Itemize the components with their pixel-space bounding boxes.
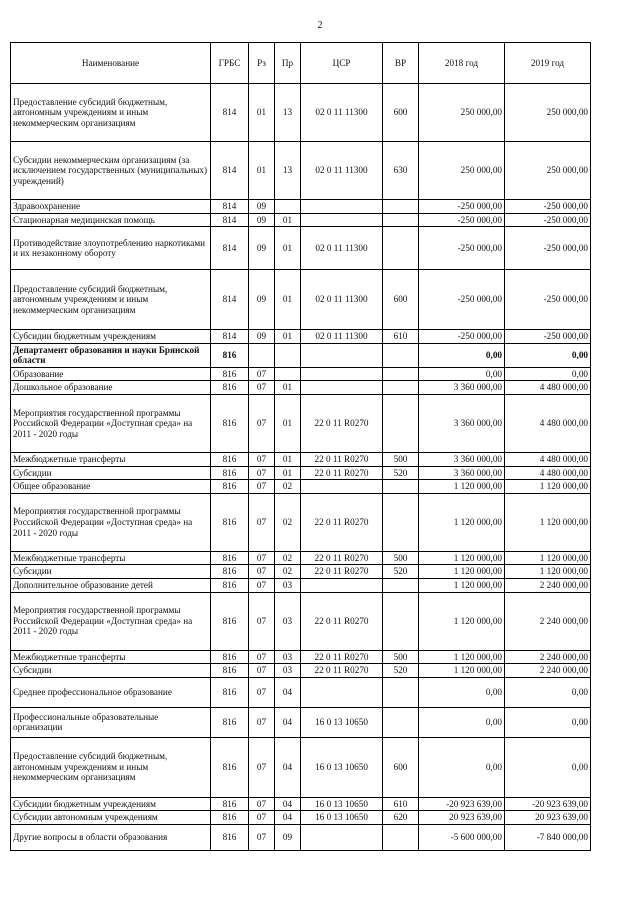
cell-vr: 500 <box>383 453 419 467</box>
cell-2018: 0,00 <box>419 707 505 737</box>
cell-name: Субсидии <box>11 565 211 579</box>
cell-2019: 1 120 000,00 <box>505 480 591 494</box>
cell-2019: 0,00 <box>505 737 591 797</box>
cell-2018: -250 000,00 <box>419 213 505 227</box>
cell-rz: 07 <box>249 737 275 797</box>
cell-2018: 0,00 <box>419 343 505 367</box>
cell-pr: 04 <box>275 737 301 797</box>
header-csr: ЦСР <box>301 43 383 84</box>
cell-grbs: 816 <box>211 707 249 737</box>
cell-pr: 03 <box>275 578 301 592</box>
cell-csr <box>301 578 383 592</box>
page-number: 2 <box>317 20 323 31</box>
cell-csr: 02 0 11 11300 <box>301 84 383 142</box>
cell-2019: 4 480 000,00 <box>505 466 591 480</box>
cell-2018: 1 120 000,00 <box>419 650 505 664</box>
header-name: Наименование <box>11 43 211 84</box>
cell-vr: 600 <box>383 270 419 330</box>
cell-vr: 500 <box>383 650 419 664</box>
cell-pr: 01 <box>275 227 301 270</box>
cell-csr <box>301 480 383 494</box>
cell-rz: 07 <box>249 664 275 678</box>
cell-pr <box>275 200 301 214</box>
cell-pr: 13 <box>275 142 301 200</box>
cell-pr: 13 <box>275 84 301 142</box>
cell-name: Профессиональные образовательные организации <box>11 707 211 737</box>
cell-pr: 01 <box>275 330 301 344</box>
cell-csr: 22 0 11 R0270 <box>301 395 383 453</box>
table-row <box>11 367 591 381</box>
cell-2018: 0,00 <box>419 367 505 381</box>
cell-2019: -7 840 000,00 <box>505 824 591 850</box>
cell-grbs: 816 <box>211 395 249 453</box>
cell-pr <box>275 343 301 367</box>
cell-csr: 16 0 13 10650 <box>301 707 383 737</box>
header-row <box>11 43 591 84</box>
cell-rz: 07 <box>249 493 275 551</box>
table-row <box>11 650 591 664</box>
table-row <box>11 578 591 592</box>
cell-2019: 20 923 639,00 <box>505 811 591 825</box>
cell-rz: 01 <box>249 142 275 200</box>
cell-2019: -250 000,00 <box>505 330 591 344</box>
cell-csr: 02 0 11 11300 <box>301 142 383 200</box>
table-row <box>11 381 591 395</box>
cell-csr: 22 0 11 R0270 <box>301 565 383 579</box>
table-body <box>11 84 591 851</box>
cell-csr: 22 0 11 R0270 <box>301 453 383 467</box>
cell-2019: 1 120 000,00 <box>505 565 591 579</box>
cell-2019: -20 923 639,00 <box>505 797 591 811</box>
cell-name: Субсидии некоммерческим организациям (за исключением государственных (муниципальных) учреждений) <box>11 142 211 200</box>
table-row <box>11 200 591 214</box>
cell-csr: 02 0 11 11300 <box>301 330 383 344</box>
cell-name: Дополнительное образование детей <box>11 578 211 592</box>
cell-grbs: 816 <box>211 453 249 467</box>
cell-grbs: 816 <box>211 677 249 707</box>
cell-vr: 500 <box>383 551 419 565</box>
cell-rz: 07 <box>249 707 275 737</box>
cell-csr <box>301 381 383 395</box>
cell-rz: 07 <box>249 650 275 664</box>
cell-grbs: 816 <box>211 367 249 381</box>
cell-csr <box>301 200 383 214</box>
cell-csr: 22 0 11 R0270 <box>301 664 383 678</box>
cell-2018: 3 360 000,00 <box>419 453 505 467</box>
cell-2019: 2 240 000,00 <box>505 592 591 650</box>
cell-vr <box>383 677 419 707</box>
cell-2018: 0,00 <box>419 737 505 797</box>
table-row <box>11 811 591 825</box>
table-row <box>11 551 591 565</box>
cell-2019: 1 120 000,00 <box>505 493 591 551</box>
cell-grbs: 816 <box>211 664 249 678</box>
table-row <box>11 493 591 551</box>
cell-grbs: 814 <box>211 213 249 227</box>
cell-pr: 02 <box>275 565 301 579</box>
cell-vr <box>383 707 419 737</box>
cell-name: Здравоохранение <box>11 200 211 214</box>
cell-name: Стационарная медицинская помощь <box>11 213 211 227</box>
cell-vr <box>383 824 419 850</box>
table-row <box>11 737 591 797</box>
cell-csr: 02 0 11 11300 <box>301 270 383 330</box>
table-row <box>11 797 591 811</box>
cell-grbs: 814 <box>211 84 249 142</box>
cell-name: Департамент образования и науки Брянской области <box>11 343 211 367</box>
cell-grbs: 816 <box>211 578 249 592</box>
cell-2019: -250 000,00 <box>505 213 591 227</box>
cell-vr: 520 <box>383 565 419 579</box>
cell-2019: 4 480 000,00 <box>505 395 591 453</box>
cell-vr <box>383 381 419 395</box>
budget-table <box>10 42 591 851</box>
cell-grbs: 816 <box>211 343 249 367</box>
header-vr: ВР <box>383 43 419 84</box>
cell-grbs: 816 <box>211 592 249 650</box>
cell-pr: 04 <box>275 677 301 707</box>
table-row <box>11 565 591 579</box>
cell-name: Мероприятия государственной программы Российской Федерации «Доступная среда» на 2011 - 2020 годы <box>11 493 211 551</box>
cell-2018: 250 000,00 <box>419 142 505 200</box>
cell-vr <box>383 578 419 592</box>
cell-csr: 22 0 11 R0270 <box>301 592 383 650</box>
cell-2018: -250 000,00 <box>419 227 505 270</box>
cell-csr <box>301 367 383 381</box>
table-row <box>11 142 591 200</box>
cell-grbs: 814 <box>211 227 249 270</box>
cell-2018: 1 120 000,00 <box>419 480 505 494</box>
cell-2018: 1 120 000,00 <box>419 565 505 579</box>
cell-name: Другие вопросы в области образования <box>11 824 211 850</box>
cell-2019: 2 240 000,00 <box>505 664 591 678</box>
cell-name: Межбюджетные трансферты <box>11 551 211 565</box>
cell-name: Субсидии <box>11 466 211 480</box>
cell-rz: 07 <box>249 811 275 825</box>
cell-2019: 0,00 <box>505 367 591 381</box>
cell-rz <box>249 343 275 367</box>
header-rz: Рз <box>249 43 275 84</box>
cell-rz: 07 <box>249 453 275 467</box>
cell-2018: 3 360 000,00 <box>419 381 505 395</box>
header-2019: 2019 год <box>505 43 591 84</box>
cell-vr <box>383 343 419 367</box>
table-row <box>11 707 591 737</box>
cell-rz: 07 <box>249 824 275 850</box>
cell-grbs: 816 <box>211 480 249 494</box>
table-row <box>11 395 591 453</box>
cell-vr <box>383 227 419 270</box>
cell-name: Межбюджетные трансферты <box>11 650 211 664</box>
cell-name: Общее образование <box>11 480 211 494</box>
cell-vr: 600 <box>383 737 419 797</box>
cell-2019: -250 000,00 <box>505 270 591 330</box>
cell-grbs: 816 <box>211 493 249 551</box>
header-pr: Пр <box>275 43 301 84</box>
cell-rz: 09 <box>249 227 275 270</box>
cell-rz: 09 <box>249 270 275 330</box>
cell-2018: 1 120 000,00 <box>419 578 505 592</box>
cell-2018: 1 120 000,00 <box>419 493 505 551</box>
cell-name: Предоставление субсидий бюджетным, автономным учреждениям и иным некоммерческим организациям <box>11 84 211 142</box>
cell-2019: 0,00 <box>505 707 591 737</box>
cell-2018: 1 120 000,00 <box>419 592 505 650</box>
cell-grbs: 814 <box>211 142 249 200</box>
cell-2019: 2 240 000,00 <box>505 578 591 592</box>
cell-rz: 07 <box>249 367 275 381</box>
cell-vr <box>383 200 419 214</box>
cell-2018: 1 120 000,00 <box>419 664 505 678</box>
cell-2019: 0,00 <box>505 343 591 367</box>
cell-name: Противодействие злоупотреблению наркотиками и их незаконному обороту <box>11 227 211 270</box>
cell-name: Мероприятия государственной программы Российской Федерации «Доступная среда» на 2011 - 2020 годы <box>11 592 211 650</box>
table-row <box>11 677 591 707</box>
cell-csr: 02 0 11 11300 <box>301 227 383 270</box>
cell-grbs: 816 <box>211 811 249 825</box>
cell-2018: 250 000,00 <box>419 84 505 142</box>
cell-vr <box>383 592 419 650</box>
cell-vr: 620 <box>383 811 419 825</box>
cell-vr: 520 <box>383 664 419 678</box>
cell-rz: 09 <box>249 200 275 214</box>
cell-vr <box>383 213 419 227</box>
table-row <box>11 664 591 678</box>
cell-pr: 03 <box>275 650 301 664</box>
cell-pr: 01 <box>275 381 301 395</box>
cell-vr <box>383 480 419 494</box>
cell-name: Субсидии автономным учреждениям <box>11 811 211 825</box>
cell-vr <box>383 493 419 551</box>
cell-name: Мероприятия государственной программы Российской Федерации «Доступная среда» на 2011 - 2020 годы <box>11 395 211 453</box>
cell-2019: -250 000,00 <box>505 227 591 270</box>
cell-grbs: 816 <box>211 737 249 797</box>
header-2018: 2018 год <box>419 43 505 84</box>
cell-vr <box>383 395 419 453</box>
cell-2019: 250 000,00 <box>505 84 591 142</box>
cell-rz: 07 <box>249 381 275 395</box>
cell-csr: 16 0 13 10650 <box>301 811 383 825</box>
cell-pr: 04 <box>275 707 301 737</box>
cell-name: Предоставление субсидий бюджетным, автономным учреждениям и иным некоммерческим организациям <box>11 270 211 330</box>
cell-grbs: 816 <box>211 650 249 664</box>
cell-csr: 16 0 13 10650 <box>301 737 383 797</box>
cell-vr: 520 <box>383 466 419 480</box>
cell-name: Субсидии бюджетным учреждениям <box>11 330 211 344</box>
cell-grbs: 816 <box>211 381 249 395</box>
cell-csr <box>301 213 383 227</box>
cell-vr <box>383 367 419 381</box>
table-row <box>11 84 591 142</box>
cell-csr: 22 0 11 R0270 <box>301 493 383 551</box>
cell-csr <box>301 824 383 850</box>
table-row <box>11 824 591 850</box>
cell-pr: 02 <box>275 493 301 551</box>
cell-pr: 01 <box>275 453 301 467</box>
cell-pr: 02 <box>275 551 301 565</box>
cell-grbs: 816 <box>211 824 249 850</box>
cell-rz: 09 <box>249 213 275 227</box>
cell-pr: 04 <box>275 811 301 825</box>
cell-grbs: 816 <box>211 565 249 579</box>
cell-vr: 630 <box>383 142 419 200</box>
cell-2018: -250 000,00 <box>419 200 505 214</box>
cell-2018: -250 000,00 <box>419 330 505 344</box>
cell-rz: 07 <box>249 551 275 565</box>
cell-grbs: 816 <box>211 466 249 480</box>
table-row <box>11 343 591 367</box>
cell-2018: 20 923 639,00 <box>419 811 505 825</box>
cell-pr: 01 <box>275 395 301 453</box>
table-row <box>11 466 591 480</box>
cell-grbs: 816 <box>211 551 249 565</box>
cell-csr: 16 0 13 10650 <box>301 797 383 811</box>
cell-2018: 1 120 000,00 <box>419 551 505 565</box>
cell-rz: 07 <box>249 480 275 494</box>
cell-name: Субсидии бюджетным учреждениям <box>11 797 211 811</box>
cell-rz: 07 <box>249 565 275 579</box>
cell-name: Дошкольное образование <box>11 381 211 395</box>
cell-2019: 4 480 000,00 <box>505 453 591 467</box>
cell-2019: 4 480 000,00 <box>505 381 591 395</box>
cell-2018: -20 923 639,00 <box>419 797 505 811</box>
table-row <box>11 592 591 650</box>
cell-name: Образование <box>11 367 211 381</box>
cell-vr: 610 <box>383 797 419 811</box>
cell-pr: 04 <box>275 797 301 811</box>
cell-csr: 22 0 11 R0270 <box>301 650 383 664</box>
cell-csr <box>301 343 383 367</box>
cell-2019: 250 000,00 <box>505 142 591 200</box>
table-row <box>11 480 591 494</box>
header-grbs: ГРБС <box>211 43 249 84</box>
cell-2018: -250 000,00 <box>419 270 505 330</box>
cell-2019: -250 000,00 <box>505 200 591 214</box>
cell-name: Среднее профессиональное образование <box>11 677 211 707</box>
cell-rz: 07 <box>249 677 275 707</box>
cell-name: Межбюджетные трансферты <box>11 453 211 467</box>
table-row <box>11 213 591 227</box>
cell-csr: 22 0 11 R0270 <box>301 466 383 480</box>
table-row <box>11 270 591 330</box>
cell-grbs: 816 <box>211 797 249 811</box>
cell-rz: 09 <box>249 330 275 344</box>
cell-pr: 01 <box>275 270 301 330</box>
cell-vr: 600 <box>383 84 419 142</box>
cell-2018: 0,00 <box>419 677 505 707</box>
cell-2018: 3 360 000,00 <box>419 466 505 480</box>
cell-pr: 03 <box>275 664 301 678</box>
cell-rz: 07 <box>249 592 275 650</box>
cell-2018: -5 600 000,00 <box>419 824 505 850</box>
cell-rz: 07 <box>249 797 275 811</box>
cell-rz: 07 <box>249 395 275 453</box>
table-row <box>11 330 591 344</box>
cell-2018: 3 360 000,00 <box>419 395 505 453</box>
table-row <box>11 453 591 467</box>
cell-csr <box>301 677 383 707</box>
table-row <box>11 227 591 270</box>
cell-name: Предоставление субсидий бюджетным, автономным учреждениям и иным некоммерческим организациям <box>11 737 211 797</box>
cell-rz: 07 <box>249 466 275 480</box>
cell-pr: 01 <box>275 466 301 480</box>
cell-vr: 610 <box>383 330 419 344</box>
cell-name: Субсидии <box>11 664 211 678</box>
cell-2019: 2 240 000,00 <box>505 650 591 664</box>
cell-grbs: 814 <box>211 200 249 214</box>
cell-pr: 03 <box>275 592 301 650</box>
cell-rz: 01 <box>249 84 275 142</box>
cell-pr: 02 <box>275 480 301 494</box>
cell-csr: 22 0 11 R0270 <box>301 551 383 565</box>
cell-2019: 1 120 000,00 <box>505 551 591 565</box>
cell-rz: 07 <box>249 578 275 592</box>
cell-pr: 09 <box>275 824 301 850</box>
cell-pr: 01 <box>275 213 301 227</box>
cell-2019: 0,00 <box>505 677 591 707</box>
cell-pr <box>275 367 301 381</box>
cell-grbs: 814 <box>211 330 249 344</box>
cell-grbs: 814 <box>211 270 249 330</box>
